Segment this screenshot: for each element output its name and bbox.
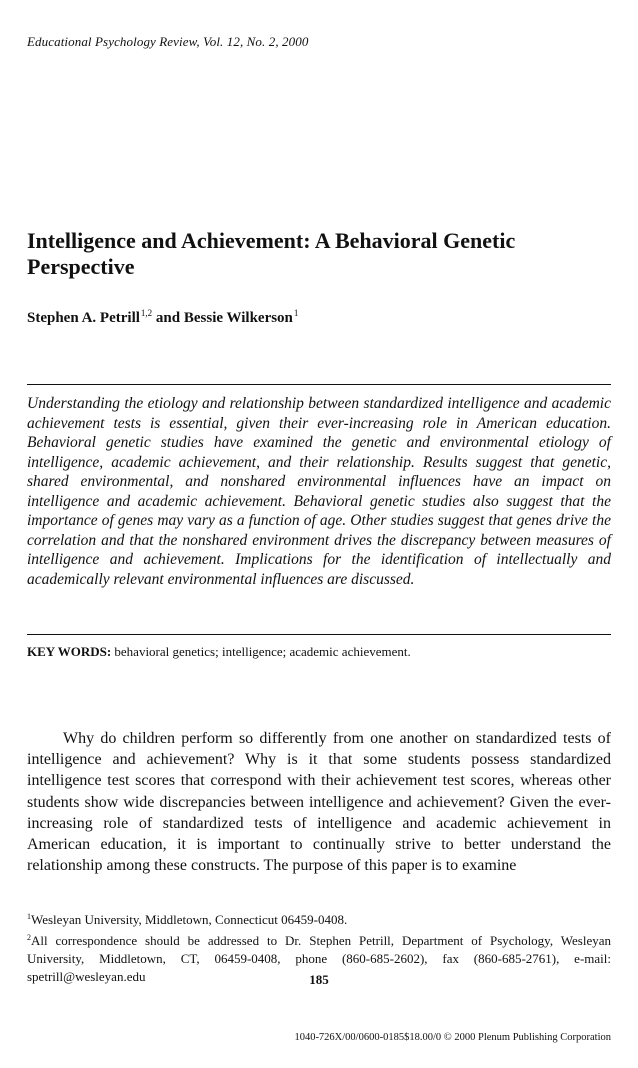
keywords — [27, 644, 611, 660]
body-paragraph: Why do children perform so differently from one another on standardized tests of intelligence and achievement? Why is it that some students possess standardized intelligence test scores that correspond with their achievement test scores, whereas other students show wide discrepancies between intelligence and achievement? Given the ever-increasing role of standardized tests of intelligence and academic achievement in American education, it is important to continually strive to better understand the relationship among these constructs. The purpose of this paper is to examine — [27, 730, 611, 875]
author-joiner: and — [155, 310, 181, 326]
footnote — [27, 908, 611, 929]
page-number: 185 — [309, 972, 329, 987]
author-affiliation-mark: 1,2 — [140, 308, 153, 318]
keywords-list: behavioral genetics; intelligence; academic achievement. — [114, 644, 411, 659]
footnote-text: Wesleyan University, Middletown, Connecticut 06459-0408. — [31, 912, 348, 927]
copyright-line: 1040-726X/00/0600-0185$18.00/0 © 2000 Plenum Publishing Corporation — [294, 1032, 611, 1043]
abstract-top-rule — [27, 384, 611, 385]
journal-citation: Educational Psychology Review, Vol. 12, No. 2, 2000 — [27, 34, 309, 49]
author-name: Bessie Wilkerson — [183, 310, 293, 326]
footnote-mark: 1 — [27, 912, 31, 921]
abstract: Understanding the etiology and relationship between standardized intelligence and academic achievement tests is essential, given their ever-increasing role in American education. Behavioral genetic studies have examined the genetic and environmental etiology of intelligence, academic achievement, and their relationship. Results suggest that genetic, shared environmental, and nonshared environmental influences have an impact on intelligence and academic achievement. Behavioral genetic studies also suggest that the importance of genes may vary as a function of age. Other studies suggest that genes drive the correlation and that the nonshared environment drives the discrepancy between measures of intelligence and achievement. Implications for the identification of intellectually and academically relevant environmental influences are discussed. — [27, 395, 611, 588]
author-affiliation-mark: 1 — [293, 308, 299, 318]
footnote-text: All correspondence should be addressed to Dr. Stephen Petrill, Department of Psychology, Wesleyan University, Middletown, CT, 06459-0408, phone (860-685-2602), fax (860-685-2761), e-mail: spetrill@wesleyan.edu — [27, 933, 611, 984]
article-title: Intelligence and Achievement: A Behavioral Genetic Perspective — [27, 228, 516, 279]
footnote-mark: 2 — [27, 933, 31, 942]
author-line — [27, 308, 298, 327]
abstract-bottom-rule — [27, 634, 611, 635]
keywords-label: KEY WORDS: — [27, 644, 112, 659]
author-name: Stephen A. Petrill — [27, 310, 140, 326]
